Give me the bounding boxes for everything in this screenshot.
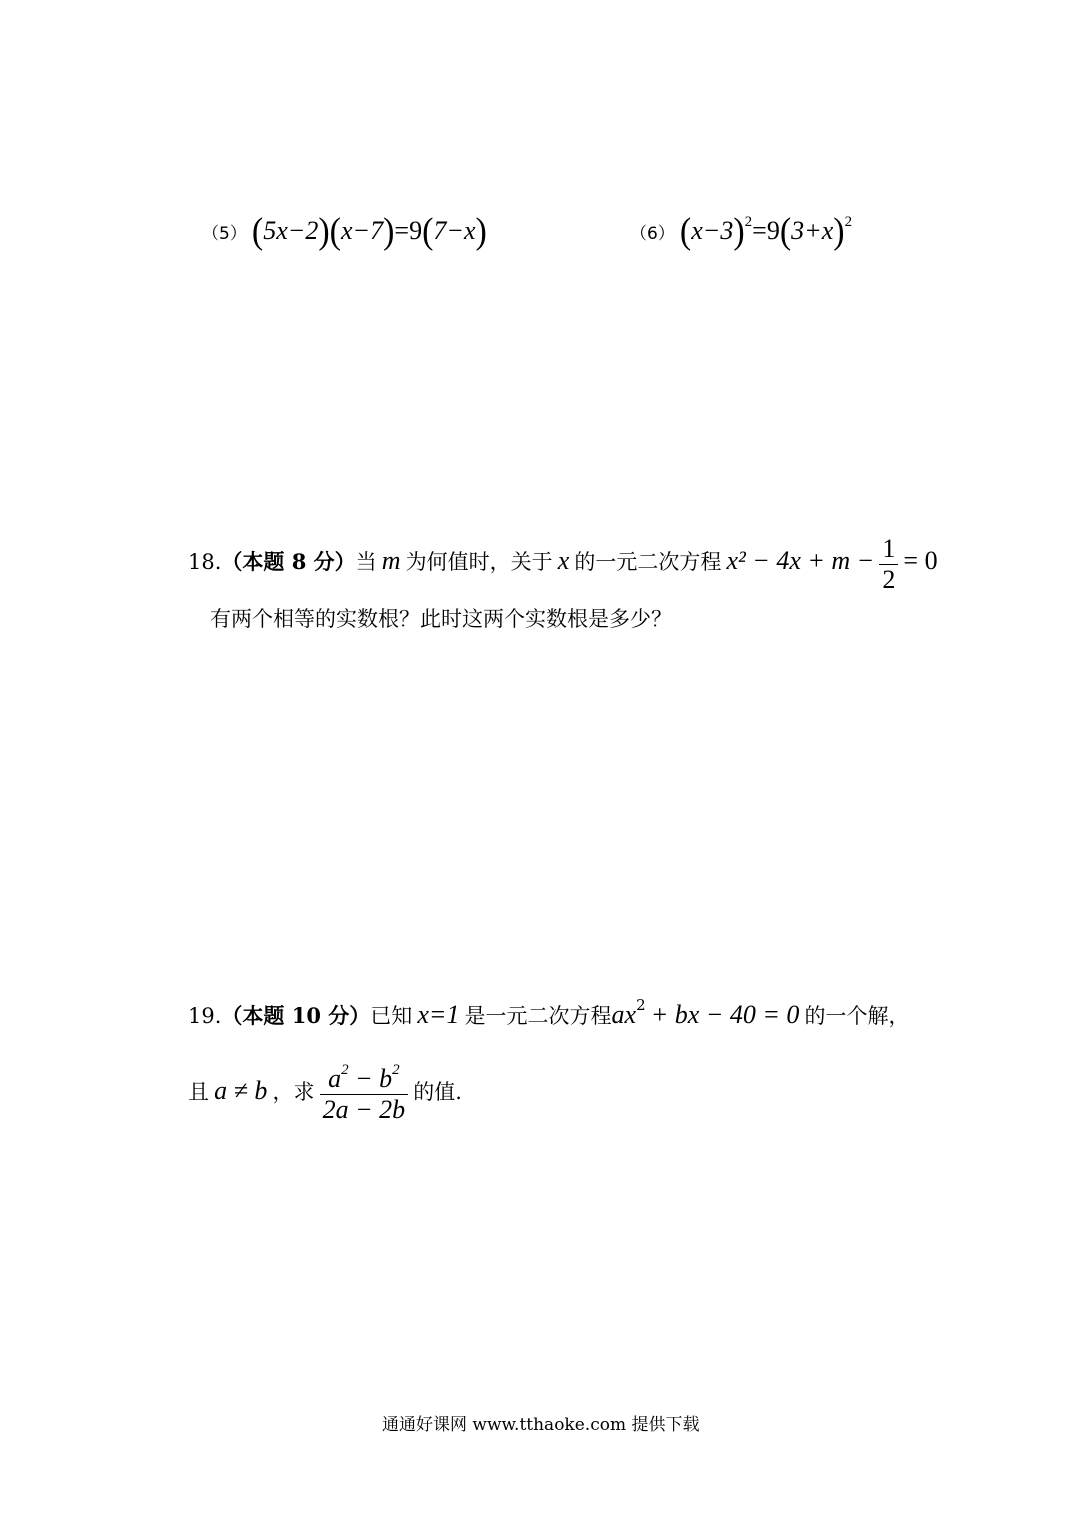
equation-6 [630, 211, 853, 252]
e6-exp1: 2 [744, 214, 753, 230]
q19-l2-text-2: ，求 [272, 1079, 315, 1104]
q19-eq-exp: 2 [636, 996, 646, 1014]
q18-text-2: 为何值时，关于 [405, 549, 553, 574]
q18-number: 18. [188, 549, 222, 574]
question-19-line1 [188, 996, 910, 1030]
q19-condition: x=1 [417, 1000, 460, 1029]
q18-frac-den: 2 [882, 564, 896, 594]
question-18-line2: 有两个相等的实数根？此时这两个实数根是多少？ [210, 607, 672, 631]
q19-num-exp2: 2 [392, 1062, 400, 1078]
equation-5-expr: (5x−2)(x−7)=9(7−x) [251, 211, 487, 252]
equation-5 [202, 211, 487, 252]
q18-equation-head: x² − 4x + m − [726, 545, 875, 575]
q19-points: （本题 10 分） [221, 1003, 371, 1028]
question-18-line1 [188, 534, 938, 595]
e6-term2: 3+x [791, 216, 834, 245]
q19-l2-text-1: 且 [188, 1079, 209, 1104]
q19-frac-num [320, 1064, 409, 1095]
q19-text-2: 是一元二次方程 [464, 1004, 612, 1028]
q19-num-b: − b [348, 1064, 393, 1093]
equation-6-label: （6） [630, 224, 675, 244]
q19-fraction [320, 1064, 409, 1125]
e5-term1: 5x−2 [263, 216, 319, 245]
e6-equals: =9 [752, 216, 780, 245]
e5-equals: =9 [394, 216, 423, 245]
q19-eq-a: ax [611, 1000, 637, 1029]
equation-5-label: （5） [202, 224, 247, 244]
e5-term3: 7−x [433, 216, 476, 245]
q18-var-m: m [381, 545, 401, 575]
q19-eq-rest: + bx − 40 = 0 [650, 1000, 800, 1029]
e6-exp2: 2 [844, 214, 853, 230]
q19-text-3: 的一个解， [804, 1004, 910, 1028]
e6-term1: x−3 [691, 216, 734, 245]
question-19-line2 [188, 1064, 462, 1125]
q18-text-3: 的一元二次方程 [574, 549, 722, 574]
q19-inequality: a ≠ b [214, 1075, 268, 1105]
q18-points: （本题 8 分） [221, 548, 356, 574]
page-footer: 通通好课网 www.tthaoke.com 提供下载 [382, 1415, 700, 1435]
q19-number: 19. [188, 1004, 222, 1028]
q19-text-1: 已知 [370, 1004, 413, 1028]
q19-num-exp1: 2 [341, 1062, 349, 1078]
q18-var-x: x [557, 545, 570, 575]
e5-term2: x−7 [341, 216, 384, 245]
q18-text-1: 当 [355, 549, 377, 574]
equation-6-expr: $(x-3)^2=9(3+x)^2$ [679, 211, 853, 252]
q19-frac-den: 2a − 2b [322, 1094, 406, 1124]
q18-frac-num: 1 [879, 534, 898, 565]
q18-fraction [879, 534, 898, 595]
q18-equation-tail: = 0 [903, 545, 938, 575]
q19-num-a: a [328, 1064, 342, 1093]
q19-l2-text-3: 的值. [413, 1079, 462, 1104]
